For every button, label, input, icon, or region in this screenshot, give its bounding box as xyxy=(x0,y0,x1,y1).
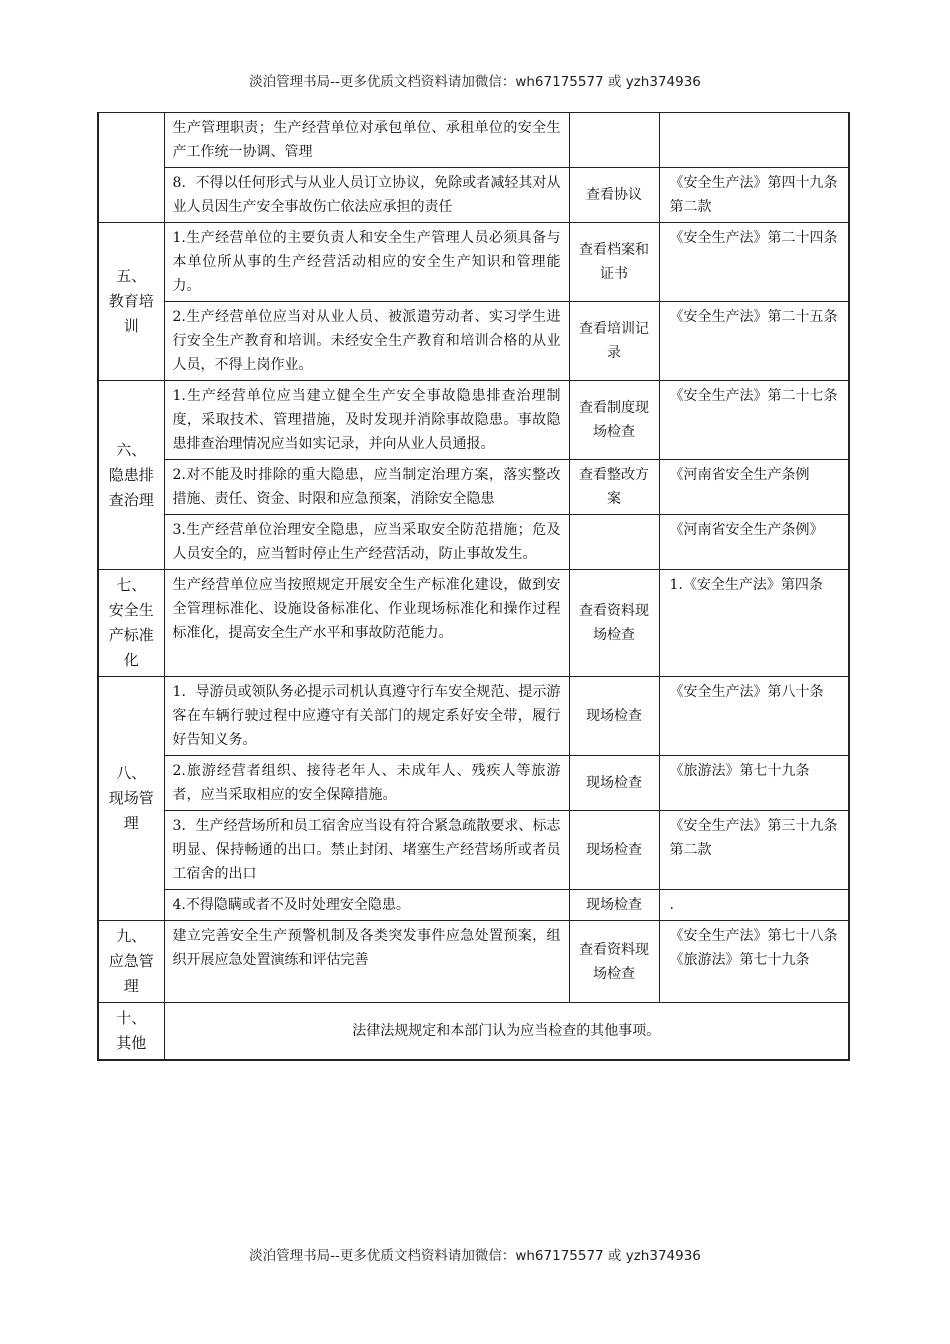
check-method xyxy=(569,515,659,570)
table-row xyxy=(98,168,849,223)
legal-basis: . xyxy=(659,890,849,921)
category-other xyxy=(98,1003,164,1061)
table-row xyxy=(98,460,849,515)
table-row xyxy=(98,890,849,921)
table-row xyxy=(98,381,849,460)
table-row xyxy=(98,515,849,570)
check-method: 现场检查 xyxy=(569,811,659,890)
table-row xyxy=(98,756,849,811)
check-content: 生产经营单位应当按照规定开展安全生产标准化建设，做到安全管理标准化、设施设备标准化、作业现场标准化和操作过程标准化，提高安全生产水平和事故防范能力。 xyxy=(164,570,569,677)
legal-basis: 《安全生产法》第四十九条第二款 xyxy=(659,168,849,223)
category-name: 其他 xyxy=(116,1034,147,1052)
check-method: 现场检查 xyxy=(569,677,659,756)
check-method: 查看资料现场检查 xyxy=(569,921,659,1003)
check-content: 4.不得隐瞒或者不及时处理安全隐患。 xyxy=(164,890,569,921)
legal-basis: 《安全生产法》第八十条 xyxy=(659,677,849,756)
table-row xyxy=(98,921,849,1003)
check-method xyxy=(569,113,659,168)
table-row xyxy=(98,113,849,168)
category-education-training xyxy=(98,223,164,381)
category-number: 七、 xyxy=(116,576,147,594)
page-header: 淡泊管理书局--更多优质文档资料请加微信：wh67175577 或 yzh374936 xyxy=(249,74,701,90)
check-method: 查看整改方案 xyxy=(569,460,659,515)
category-name: 应急管理 xyxy=(108,952,154,995)
category-cell-continued xyxy=(98,113,164,223)
check-content: 2.生产经营单位应当对从业人员、被派遣劳动者、实习学生进行安全生产教育和培训。未经安全生产教育和培训合格的从业人员，不得上岗作业。 xyxy=(164,302,569,381)
check-content: 3．生产经营场所和员工宿舍应当设有符合紧急疏散要求、标志明显、保持畅通的出口。禁止封闭、堵塞生产经营场所或者员工宿舍的出口 xyxy=(164,811,569,890)
category-number: 八、 xyxy=(116,764,147,782)
check-content: 建立完善安全生产预警机制及各类突发事件应急处置预案，组织开展应急处置演练和评估完善 xyxy=(164,921,569,1003)
check-content: 2.对不能及时排除的重大隐患，应当制定治理方案，落实整改措施、责任、资金、时限和应急预案，消除安全隐患 xyxy=(164,460,569,515)
page-footer: 淡泊管理书局--更多优质文档资料请加微信：wh67175577 或 yzh374936 xyxy=(249,1248,701,1264)
category-number: 五、 xyxy=(116,267,147,285)
check-method: 查看资料现场检查 xyxy=(569,570,659,677)
legal-basis: 1.《安全生产法》第四条 xyxy=(659,570,849,677)
legal-basis: 《安全生产法》第三十九条第二款 xyxy=(659,811,849,890)
legal-basis: 《河南省安全生产条例》 xyxy=(659,515,849,570)
legal-basis: 《河南省安全生产条例 xyxy=(659,460,849,515)
check-method: 查看培训记录 xyxy=(569,302,659,381)
table-row xyxy=(98,677,849,756)
category-name: 现场管理 xyxy=(108,789,154,832)
legal-basis: 《旅游法》第七十九条 xyxy=(659,756,849,811)
category-name: 隐患排查治理 xyxy=(108,465,154,509)
category-hazard-investigation xyxy=(98,381,164,570)
legal-basis: 《安全生产法》第二十五条 xyxy=(659,302,849,381)
check-method: 查看协议 xyxy=(569,168,659,223)
check-content: 1.生产经营单位应当建立健全生产安全事故隐患排查治理制度，采取技术、管理措施，及时发现并消除事故隐患。事故隐患排查治理情况应当如实记录，并向从业人员通报。 xyxy=(164,381,569,460)
legal-basis: 《安全生产法》第七十八条 《旅游法》第七十九条 xyxy=(659,921,849,1003)
category-number: 十、 xyxy=(116,1009,147,1027)
category-number: 六、 xyxy=(116,440,147,459)
category-emergency-management xyxy=(98,921,164,1003)
category-number: 九、 xyxy=(116,927,147,945)
category-safety-standardization xyxy=(98,570,164,677)
table-row xyxy=(98,1003,849,1061)
legal-basis: 《安全生产法》第二十七条 xyxy=(659,381,849,460)
table-row xyxy=(98,570,849,677)
check-method: 现场检查 xyxy=(569,890,659,921)
table-row xyxy=(98,811,849,890)
check-method: 现场检查 xyxy=(569,756,659,811)
check-content: 生产管理职责；生产经营单位对承包单位、承租单位的安全生产工作统一协调、管理 xyxy=(164,113,569,168)
check-content: 2.旅游经营者组织、接待老年人、未成年人、残疾人等旅游者，应当采取相应的安全保障措施。 xyxy=(164,756,569,811)
check-content: 1.生产经营单位的主要负责人和安全生产管理人员必须具备与本单位所从事的生产经营活动相应的安全生产知识和管理能力。 xyxy=(164,223,569,302)
category-site-management xyxy=(98,677,164,921)
legal-basis xyxy=(659,113,849,168)
check-method: 查看档案和证书 xyxy=(569,223,659,302)
check-content: 1．导游员或领队务必提示司机认真遵守行车安全规范、提示游客在车辆行驶过程中应遵守有关部门的规定系好安全带，履行好告知义务。 xyxy=(164,677,569,756)
inspection-table xyxy=(97,112,850,1061)
other-items: 法律法规规定和本部门认为应当检查的其他事项。 xyxy=(164,1003,849,1061)
check-content: 8．不得以任何形式与从业人员订立协议，免除或者减轻其对从业人员因生产安全事故伤亡依法应承担的责任 xyxy=(164,168,569,223)
category-name: 教育培训 xyxy=(108,292,154,335)
legal-basis: 《安全生产法》第二十四条 xyxy=(659,223,849,302)
check-method: 查看制度现场检查 xyxy=(569,381,659,460)
category-name: 安全生产标准化 xyxy=(108,601,154,669)
table-row xyxy=(98,223,849,302)
table-row xyxy=(98,302,849,381)
check-content: 3.生产经营单位治理安全隐患，应当采取安全防范措施；危及人员安全的，应当暂时停止生产经营活动，防止事故发生。 xyxy=(164,515,569,570)
